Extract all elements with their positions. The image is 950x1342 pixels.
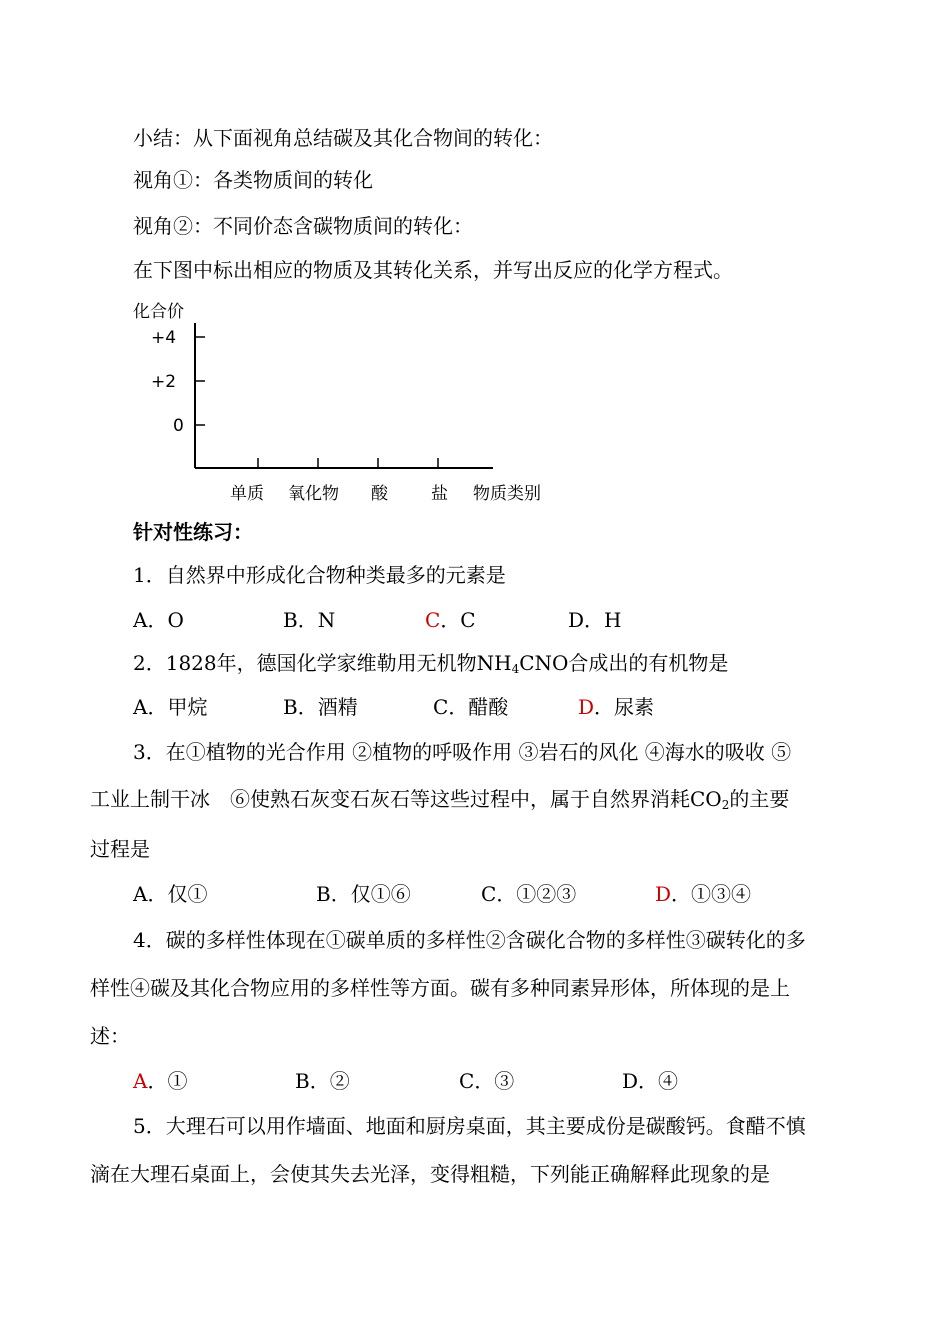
answer-mark: C [425, 608, 441, 632]
q3-option-c: C．①②③ [481, 882, 577, 906]
question-4-line-3: 述： [90, 1024, 130, 1048]
y-tick-label-zero: 0 [173, 416, 184, 436]
question-5-line-1: 5．大理石可以用作墙面、地面和厨房桌面，其主要成份是碳酸钙。食醋不慎 [133, 1114, 806, 1138]
x-category-oxide: 氧化物 [288, 484, 339, 504]
y-axis-label: 化合价 [133, 302, 184, 322]
question-3-line-3: 过程是 [90, 837, 150, 861]
q1-option-d: D．H [568, 608, 622, 632]
question-4-line-1: 4．碳的多样性体现在①碳单质的多样性②含碳化合物的多样性③碳转化的多 [133, 928, 806, 952]
y-tick-label-plus4: +4 [151, 328, 177, 348]
valence-diagram [125, 295, 555, 510]
q1-option-b: B．N [283, 608, 336, 632]
answer-mark: A [133, 1069, 148, 1093]
question-5-line-2: 滴在大理石桌面上，会使其失去光泽，变得粗糙，下列能正确解释此现象的是 [90, 1162, 770, 1186]
q2-option-b: B．酒精 [283, 695, 358, 719]
x-category-element: 单质 [230, 484, 264, 504]
summary-title: 小结：从下面视角总结碳及其化合物间的转化： [133, 126, 553, 150]
x-category-salt: 盐 [431, 484, 448, 504]
q4-option-b: B．② [295, 1069, 350, 1093]
q2-option-c: C．醋酸 [433, 695, 509, 719]
question-3-line-1: 3．在①植物的光合作用 ②植物的呼吸作用 ③岩石的风化 ④海水的吸收 ⑤ [133, 740, 792, 764]
q2-option-a: A．甲烷 [133, 695, 208, 719]
question-4-line-2: 样性④碳及其化合物应用的多样性等方面。碳有多种同素异形体，所体现的是上 [90, 976, 790, 1000]
q4-option-a: A．① [133, 1069, 188, 1093]
practice-heading: 针对性练习： [133, 520, 253, 544]
question-1-stem: 1．自然界中形成化合物种类最多的元素是 [133, 563, 506, 587]
q3-option-d: D．①③④ [655, 882, 752, 906]
summary-view-2: 视角②：不同价态含碳物质间的转化： [133, 214, 473, 238]
q3-option-b: B．仅①⑥ [316, 882, 411, 906]
q1-option-c: C．C [425, 608, 476, 632]
question-3-line-2: 工业上制干冰 ⑥使熟石灰变石灰石等这些过程中，属于自然界消耗$CO_2$的主要 [90, 787, 790, 812]
answer-mark: D [655, 882, 672, 906]
summary-instruction: 在下图中标出相应的物质及其转化关系，并写出反应的化学方程式。 [133, 258, 733, 282]
q4-option-c: C．③ [459, 1069, 515, 1093]
question-2-stem: 2．1828年，德国化学家维勒用无机物$NH_4CNO$合成出的有机物是 [133, 651, 729, 676]
y-tick-label-plus2: +2 [151, 372, 177, 392]
q2-option-d: D．尿素 [578, 695, 655, 719]
q4-option-d: D．④ [622, 1069, 679, 1093]
x-axis-label: 物质类别 [473, 484, 541, 504]
summary-view-1: 视角①：各类物质间的转化 [133, 168, 373, 192]
answer-mark: D [578, 695, 595, 719]
x-category-acid: 酸 [371, 484, 388, 504]
q1-option-a: A．O [133, 608, 184, 632]
q3-option-a: A．仅① [133, 882, 208, 906]
